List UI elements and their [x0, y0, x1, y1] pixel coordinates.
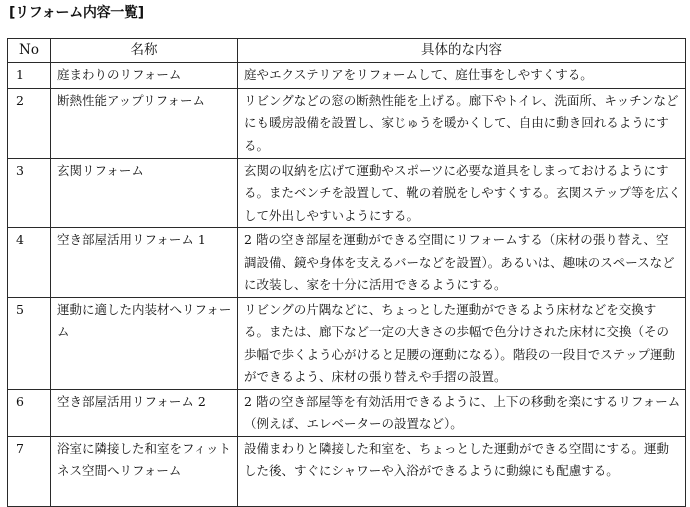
- row-no: 4: [8, 228, 51, 298]
- row-desc: リビングなどの窓の断熱性能を上げる。廊下やトイレ、洗面所、キッチンなどにも暖房設備を設置し、家じゅうを暖かくして、自由に動き回れるようにする。: [238, 88, 686, 158]
- row-name: 断熱性能アップリフォーム: [51, 88, 238, 158]
- row-desc: 庭やエクステリアをリフォームして、庭仕事をしやすくする。: [238, 62, 686, 88]
- table-row: [8, 88, 686, 158]
- row-name: 庭まわりのリフォーム: [51, 62, 238, 88]
- table-row: [8, 436, 686, 506]
- row-no: 3: [8, 158, 51, 228]
- table-row: [8, 389, 686, 436]
- row-name: 空き部屋活用リフォーム 1: [51, 228, 238, 298]
- row-no: 5: [8, 297, 51, 389]
- row-no: 1: [8, 62, 51, 88]
- header-desc: 具体的な内容: [238, 39, 686, 63]
- table-row: [8, 297, 686, 389]
- row-desc: 2 階の空き部屋を運動ができる空間にリフォームする（床材の張り替え、空調設備、鏡や身体を支えるバーなどを設置）。あるいは、趣味のスペースなどに改装し、家を十分に活用できるようにする。: [238, 228, 686, 298]
- table-row: [8, 158, 686, 228]
- row-name: 玄関リフォーム: [51, 158, 238, 228]
- row-desc: 玄関の収納を広げて運動やスポーツに必要な道具をしまっておけるようにする。またベンチを設置して、靴の着脱をしやすくする。玄関ステップ等を広くして外出しやすいようにする。: [238, 158, 686, 228]
- row-desc: 設備まわりと隣接した和室を、ちょっとした運動ができる空間にする。運動した後、すぐにシャワーや入浴ができるように動線にも配慮する。: [238, 436, 686, 506]
- row-desc: リビングの片隅などに、ちょっとした運動ができるよう床材などを交換する。または、廊下など一定の大きさの歩幅で色分けされた床材に交換（その歩幅で歩くよう心がけると足腰の運動になる）。階段の一段目でステップ運動ができるよう、床材の張り替えや手摺の設置。: [238, 297, 686, 389]
- page-title: [リフォーム内容一覧]: [9, 5, 144, 21]
- row-name: 空き部屋活用リフォーム 2: [51, 389, 238, 436]
- row-no: 6: [8, 389, 51, 436]
- row-no: 2: [8, 88, 51, 158]
- table-row: [8, 228, 686, 298]
- header-no: No: [8, 39, 51, 63]
- header-name: 名称: [51, 39, 238, 63]
- row-name: 浴室に隣接した和室をフィットネス空間へリフォーム: [51, 436, 238, 506]
- row-name: 運動に適した内装材へリフォーム: [51, 297, 238, 389]
- row-desc: 2 階の空き部屋等を有効活用できるように、上下の移動を楽にするリフォーム（例えば、エレベーターの設置など）。: [238, 389, 686, 436]
- table-row: [8, 62, 686, 88]
- table-header-row: [8, 39, 686, 63]
- reform-list-table: [7, 38, 686, 507]
- row-no: 7: [8, 436, 51, 506]
